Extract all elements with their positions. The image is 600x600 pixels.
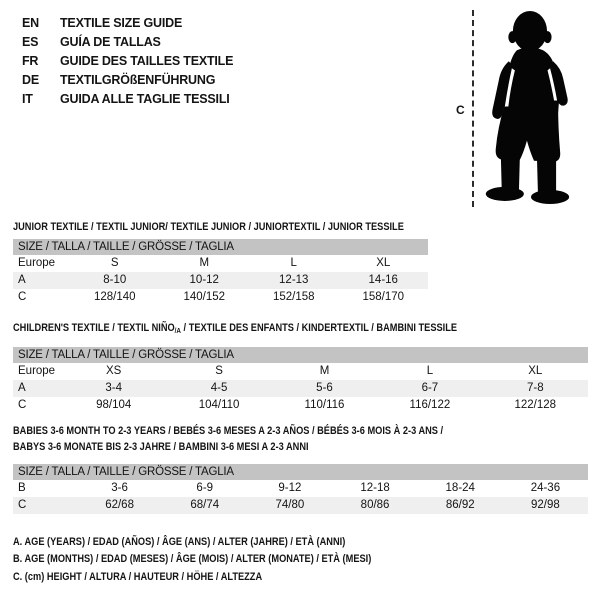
table-cell: 6-9 xyxy=(196,482,214,494)
table-cell: 110/116 xyxy=(304,399,345,411)
junior-table xyxy=(13,239,428,306)
row-label: B xyxy=(18,482,26,494)
row-label: Europe xyxy=(18,257,56,269)
table-cell: 80/86 xyxy=(360,499,390,511)
table-cell: XL xyxy=(528,365,543,377)
table-cell: 128/140 xyxy=(93,291,136,303)
children-table xyxy=(13,347,588,414)
table-cell: XL xyxy=(376,257,391,269)
table-cell: 24-36 xyxy=(530,482,561,494)
table-cell: 8-10 xyxy=(103,274,127,286)
junior-table-title: JUNIOR TEXTILE / TEXTIL JUNIOR/ TEXTILE JUNIOR / JUNIORTEXTIL / JUNIOR TESSILE xyxy=(13,221,404,233)
row-label: A xyxy=(18,382,26,394)
table-cell: 158/170 xyxy=(362,291,405,303)
table-cell: M xyxy=(199,257,210,269)
babies-table xyxy=(13,464,588,514)
children-table-title xyxy=(13,322,457,335)
table-row xyxy=(13,497,588,514)
table-row xyxy=(13,380,588,397)
table-row xyxy=(13,272,428,289)
footnote-a: A. AGE (YEARS) / EDAD (AÑOS) / ÂGE (ANS) / ALTER (JAHRE) / ETÀ (ANNI) xyxy=(13,536,346,548)
lang-code: FR xyxy=(22,54,39,68)
row-label: C xyxy=(18,399,27,411)
lang-code: DE xyxy=(22,73,39,87)
lang-row-it xyxy=(22,90,233,109)
table-row xyxy=(13,363,588,380)
table-cell: 62/68 xyxy=(105,499,134,511)
lang-label: GUÍA DE TALLAS xyxy=(60,35,161,49)
table-cell: 12-13 xyxy=(279,274,309,286)
table-cell: L xyxy=(290,257,297,269)
lang-row-de xyxy=(22,71,233,90)
table-cell: 116/122 xyxy=(409,399,451,411)
table-cell: 98/104 xyxy=(96,399,132,411)
row-label: Europe xyxy=(18,365,56,377)
table-cell: 122/128 xyxy=(514,399,557,411)
row-label: C xyxy=(18,291,27,303)
lang-code: ES xyxy=(22,35,39,49)
lang-row-es xyxy=(22,33,233,52)
table-cell: 92/98 xyxy=(531,499,560,511)
title-subscript: /A xyxy=(174,326,181,335)
table-cell: 9-12 xyxy=(278,482,302,494)
babies-table-title-line2: BABYS 3-6 MONATE BIS 2-3 JAHRE / BAMBINI 3-6 MESI A 2-3 ANNI xyxy=(13,441,309,453)
babies-table-title-line1: BABIES 3-6 MONTH TO 2-3 YEARS / BEBÉS 3-6 MESES A 2-3 AÑOS / BÉBÉS 3-6 MOIS À 2-3 ANS / xyxy=(13,425,444,437)
table-cell: S xyxy=(215,365,223,377)
table-row xyxy=(13,397,588,414)
row-label: A xyxy=(18,274,26,286)
lang-code: IT xyxy=(22,92,33,106)
table-cell: 18-24 xyxy=(445,482,475,494)
language-header xyxy=(22,14,233,109)
title-segment: CHILDREN'S TEXTILE / TEXTIL NIÑO xyxy=(13,322,175,334)
lang-label: TEXTILE SIZE GUIDE xyxy=(60,16,183,30)
table-cell: 6-7 xyxy=(421,382,439,394)
size-header-bar: SIZE / TALLA / TAILLE / GRÖSSE / TAGLIA xyxy=(13,464,588,480)
size-header-bar: SIZE / TALLA / TAILLE / GRÖSSE / TAGLIA xyxy=(13,239,428,255)
title-segment: / TEXTILE DES ENFANTS / KINDERTEXTIL / BAMBINI TESSILE xyxy=(180,322,458,334)
row-label: C xyxy=(18,499,27,511)
footnote-c: C. (cm) HEIGHT / ALTURA / HAUTEUR / HÖHE / ALTEZZA xyxy=(13,570,263,583)
table-cell: 3-6 xyxy=(111,482,128,494)
table-cell: 104/110 xyxy=(198,399,240,411)
lang-code: EN xyxy=(22,16,39,30)
table-cell: L xyxy=(426,365,434,377)
table-cell: 4-5 xyxy=(210,382,228,394)
table-cell: 86/92 xyxy=(445,499,475,511)
table-cell: 74/80 xyxy=(275,499,305,511)
lang-label: GUIDE DES TAILLES TEXTILE xyxy=(60,54,234,68)
table-row xyxy=(13,289,428,306)
table-cell: 12-18 xyxy=(360,482,390,494)
footnotes xyxy=(13,534,440,586)
lang-label: GUIDA ALLE TAGLIE TESSILI xyxy=(60,92,230,106)
baby-silhouette xyxy=(483,8,595,207)
lang-label: TEXTILGRÖßENFÜHRUNG xyxy=(60,73,216,87)
table-row xyxy=(13,480,588,497)
table-cell: 14-16 xyxy=(368,274,398,286)
table-cell: 5-6 xyxy=(316,382,333,394)
table-cell: 152/158 xyxy=(272,291,315,303)
footnote-b: B. AGE (MONTHS) / EDAD (MESES) / ÂGE (MOIS) / ALTER (MONATE) / ETÀ (MESI) xyxy=(13,553,372,566)
table-cell: 7-8 xyxy=(526,382,544,394)
height-measure-label: C xyxy=(456,103,465,117)
table-cell: 3-4 xyxy=(105,382,122,394)
table-cell: 10-12 xyxy=(189,274,219,286)
table-cell: 140/152 xyxy=(183,291,226,303)
table-cell: S xyxy=(110,257,119,269)
lang-row-en xyxy=(22,14,233,33)
size-header-bar: SIZE / TALLA / TAILLE / GRÖSSE / TAGLIA xyxy=(13,347,588,363)
table-cell: 68/74 xyxy=(190,499,220,511)
table-cell: M xyxy=(319,365,330,377)
height-measure-dashed-line xyxy=(472,10,474,207)
lang-row-fr xyxy=(22,52,233,71)
table-row xyxy=(13,255,428,272)
table-cell: XS xyxy=(106,365,122,377)
